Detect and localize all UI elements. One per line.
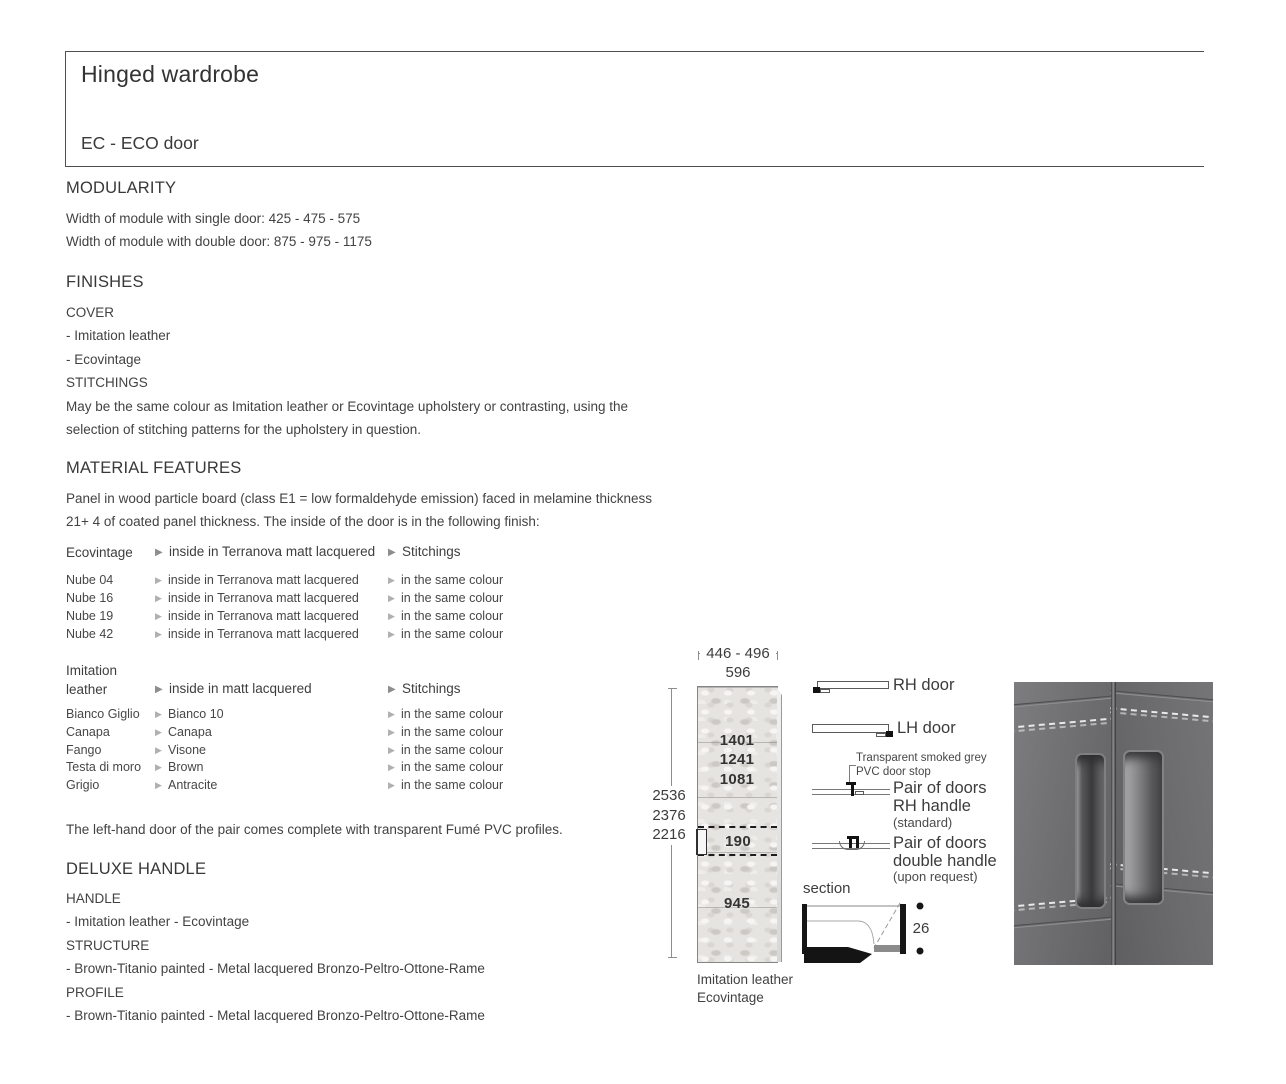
photo-left-handle bbox=[1077, 755, 1104, 907]
handle-label: HANDLE bbox=[66, 891, 121, 906]
table-header-cell: ▶ Stitchings bbox=[388, 679, 461, 699]
table-cell: Canapa bbox=[66, 724, 110, 739]
pvc-profiles-note bbox=[66, 818, 563, 841]
pair-double-label-1: Pair of doors bbox=[893, 834, 987, 852]
triangle-bullet-icon: ▶ bbox=[388, 762, 395, 773]
table-cell: Testa di moro bbox=[66, 760, 142, 775]
table-cell: ▶ inside in Terranova matt lacquered bbox=[155, 609, 359, 623]
product-photo bbox=[1014, 682, 1213, 965]
pair-rh-label-1: Pair of doors bbox=[893, 779, 987, 797]
table-cell: Bianco Giglio bbox=[66, 707, 140, 721]
triangle-bullet-icon: ▶ bbox=[155, 709, 162, 719]
door-position-label: 1081 bbox=[719, 770, 755, 788]
header-box bbox=[65, 51, 1204, 167]
door-bar-shape bbox=[817, 681, 889, 689]
table-cell: ▶ in the same colour bbox=[388, 591, 504, 605]
table-cell: ▶ in the same colour bbox=[388, 742, 503, 760]
table-header-cell: Ecovintage bbox=[66, 545, 133, 560]
door-caption bbox=[697, 971, 793, 1006]
triangle-bullet-icon: ▶ bbox=[388, 780, 395, 791]
triangle-bullet-icon: ▶ bbox=[388, 611, 395, 621]
finishes-heading: FINISHES bbox=[66, 273, 144, 291]
door-bar-shape bbox=[812, 724, 889, 733]
triangle-bullet-icon: ▶ bbox=[155, 575, 162, 585]
section-finishes bbox=[66, 273, 666, 441]
door-handle-marker bbox=[696, 829, 707, 855]
triangle-bullet-icon: ▶ bbox=[155, 611, 162, 621]
structure-label: STRUCTURE bbox=[66, 937, 150, 953]
table-cell: ▶ inside in Terranova matt lacquered bbox=[155, 627, 359, 641]
profile-value: - Brown-Titanio painted - Metal lacquered Bronzo-Peltro-Ottone-Rame bbox=[66, 1008, 485, 1024]
table-cell: ▶ Visone bbox=[155, 742, 388, 760]
knob-flange-shape bbox=[876, 733, 886, 737]
triangle-bullet-icon: ▶ bbox=[155, 726, 162, 737]
profile-label: PROFILE bbox=[66, 984, 124, 1000]
panel-groove bbox=[1014, 695, 1117, 707]
table-header-cell: ▶ inside in Terranova matt lacquered bbox=[155, 542, 388, 562]
triangle-bullet-icon: ▶ bbox=[388, 684, 396, 695]
door-position-label: 1401 bbox=[719, 732, 755, 749]
ecovintage-table-header bbox=[66, 542, 461, 562]
material-paragraph: Panel in wood particle board (class E1 = low formaldehyde emission) faced in melamine thickness 21+ 4 of coated panel thickness. The inside of the door is in the following finish: bbox=[66, 491, 652, 530]
table-cell: ▶ in the same colour bbox=[388, 724, 503, 742]
stitching-line bbox=[1014, 717, 1117, 732]
pair-double-label-3: (upon request) bbox=[893, 869, 978, 884]
triangle-bullet-icon: ▶ bbox=[388, 547, 396, 558]
note-line: Transparent smoked grey bbox=[856, 752, 987, 764]
table-cell: ▶ in the same colour bbox=[388, 573, 504, 587]
lower-zone-height-label: 945 bbox=[724, 895, 750, 912]
pair-rh-handle-icon bbox=[812, 781, 890, 799]
height-labels bbox=[645, 786, 693, 845]
table-header-cell: Imitation leather bbox=[66, 663, 118, 697]
cover-label: COVER bbox=[66, 305, 115, 320]
stitchings-text: May be the same colour as Imitation leather or Ecovintage upholstery or contrasting, using the selection of stitching patterns for the upholstery in question. bbox=[66, 398, 629, 438]
imitation-table-header bbox=[66, 661, 461, 699]
triangle-bullet-icon: ▶ bbox=[155, 744, 162, 755]
material-heading: MATERIAL FEATURES bbox=[66, 459, 242, 477]
handle-zone-height-label: 190 bbox=[725, 833, 751, 850]
table-cell: Nube 04 bbox=[66, 573, 114, 587]
table-cell: ▶ Bianco 10 bbox=[155, 706, 388, 724]
pair-rh-label-2: RH handle bbox=[893, 797, 971, 815]
handle-zone-dashed-line bbox=[698, 826, 777, 828]
pair-rh-label-3: (standard) bbox=[893, 815, 953, 830]
triangle-bullet-icon: ▶ bbox=[388, 726, 395, 737]
deluxe-heading: DELUXE HANDLE bbox=[66, 860, 207, 878]
table-cell: ▶ inside in Terranova matt lacquered bbox=[155, 573, 359, 587]
handle-shape bbox=[849, 836, 852, 848]
section-deluxe-handle bbox=[66, 860, 485, 1027]
photo-door-gap bbox=[1111, 682, 1116, 965]
table-cell: Nube 16 bbox=[66, 591, 114, 605]
caption-line: Ecovintage bbox=[697, 989, 764, 1005]
section-label: section bbox=[803, 880, 851, 897]
handle-shape bbox=[851, 782, 854, 796]
note-line: PVC door stop bbox=[856, 765, 931, 778]
table-cell: Fango bbox=[66, 742, 102, 757]
handle-shape bbox=[856, 836, 859, 848]
cover-item: - Ecovintage bbox=[66, 351, 142, 367]
pair-double-label-2: double handle bbox=[893, 852, 997, 870]
triangle-bullet-icon: ▶ bbox=[388, 593, 395, 603]
section-modularity bbox=[66, 179, 372, 254]
triangle-bullet-icon: ▶ bbox=[155, 547, 163, 558]
triangle-bullet-icon: ▶ bbox=[388, 744, 395, 755]
triangle-bullet-icon: ▶ bbox=[155, 593, 162, 603]
cover-item: - Imitation leather bbox=[66, 328, 171, 344]
door-stop-note bbox=[856, 752, 987, 779]
knob-flange-shape bbox=[820, 689, 830, 693]
triangle-bullet-icon: ▶ bbox=[155, 629, 162, 639]
handle-value: - Imitation leather - Ecovintage bbox=[66, 914, 250, 930]
panel-groove bbox=[1014, 916, 1117, 928]
table-cell: ▶ in the same colour bbox=[388, 777, 503, 795]
imitation-table-rows bbox=[66, 706, 503, 795]
height-label: 2536 bbox=[652, 787, 686, 804]
table-cell: ▶ inside in Terranova matt lacquered bbox=[155, 591, 359, 605]
note-text: The left-hand door of the pair comes complete with transparent Fumé PVC profiles. bbox=[66, 822, 563, 837]
table-cell: ▶ Canapa bbox=[155, 724, 388, 742]
modularity-heading: MODULARITY bbox=[66, 179, 177, 197]
lh-door-icon bbox=[812, 724, 892, 740]
table-cell: ▶ in the same colour bbox=[388, 627, 504, 641]
panel-groove bbox=[1110, 690, 1213, 702]
page-title: Hinged wardrobe bbox=[81, 61, 260, 87]
modularity-line: Width of module with single door: 425 - 475 - 575 bbox=[66, 211, 361, 226]
table-cell: Grigio bbox=[66, 778, 100, 793]
table-cell: ▶ Antracite bbox=[155, 777, 388, 795]
handle-flange-shape bbox=[855, 791, 864, 795]
triangle-bullet-icon: ▶ bbox=[388, 575, 395, 585]
photo-right-handle bbox=[1125, 752, 1162, 903]
stitchings-label: STITCHINGS bbox=[66, 375, 148, 391]
door-position-label: 1241 bbox=[719, 751, 755, 769]
table-header-cell: ▶ inside in matt lacquered bbox=[155, 679, 388, 699]
table-cell: Nube 42 bbox=[66, 627, 114, 641]
knob-shape bbox=[886, 731, 893, 737]
modularity-line: Width of module with double door: 875 - 975 - 1175 bbox=[66, 234, 372, 250]
triangle-bullet-icon: ▶ bbox=[155, 684, 163, 695]
table-cell: ▶ in the same colour bbox=[388, 706, 503, 724]
section-thickness-label: 26 bbox=[912, 920, 930, 937]
height-label: 2216 bbox=[652, 826, 686, 843]
triangle-bullet-icon: ▶ bbox=[155, 780, 162, 791]
structure-value: - Brown-Titanio painted - Metal lacquered Bronzo-Peltro-Ottone-Rame bbox=[66, 961, 485, 977]
section-material-features bbox=[66, 459, 652, 534]
stitching-line bbox=[1110, 707, 1213, 722]
width-range-label: 446 - 496 bbox=[700, 645, 776, 662]
ecovintage-table-rows bbox=[66, 571, 503, 643]
table-header-cell: ▶ Stitchings bbox=[388, 542, 461, 562]
width-max-label: 596 bbox=[725, 664, 751, 681]
handle-zone-dashed-line bbox=[698, 854, 777, 856]
triangle-bullet-icon: ▶ bbox=[155, 762, 162, 773]
table-cell: ▶ Brown bbox=[155, 759, 388, 777]
lh-door-label: LH door bbox=[897, 719, 956, 737]
triangle-bullet-icon: ▶ bbox=[388, 709, 395, 719]
door-position-labels bbox=[697, 731, 777, 789]
pair-double-handle-icon bbox=[812, 836, 890, 854]
caption-line: Imitation leather bbox=[697, 972, 794, 987]
knob-shape bbox=[813, 687, 820, 693]
table-cell: ▶ in the same colour bbox=[388, 759, 503, 777]
table-cell: ▶ in the same colour bbox=[388, 609, 504, 623]
table-cell: Nube 19 bbox=[66, 609, 114, 623]
rh-door-label: RH door bbox=[893, 676, 955, 694]
rh-door-icon bbox=[814, 681, 890, 697]
height-label: 2376 bbox=[652, 806, 686, 824]
triangle-bullet-icon: ▶ bbox=[388, 629, 395, 639]
door-front-drawing bbox=[697, 686, 778, 963]
page-subtitle: EC - ECO door bbox=[81, 133, 199, 153]
